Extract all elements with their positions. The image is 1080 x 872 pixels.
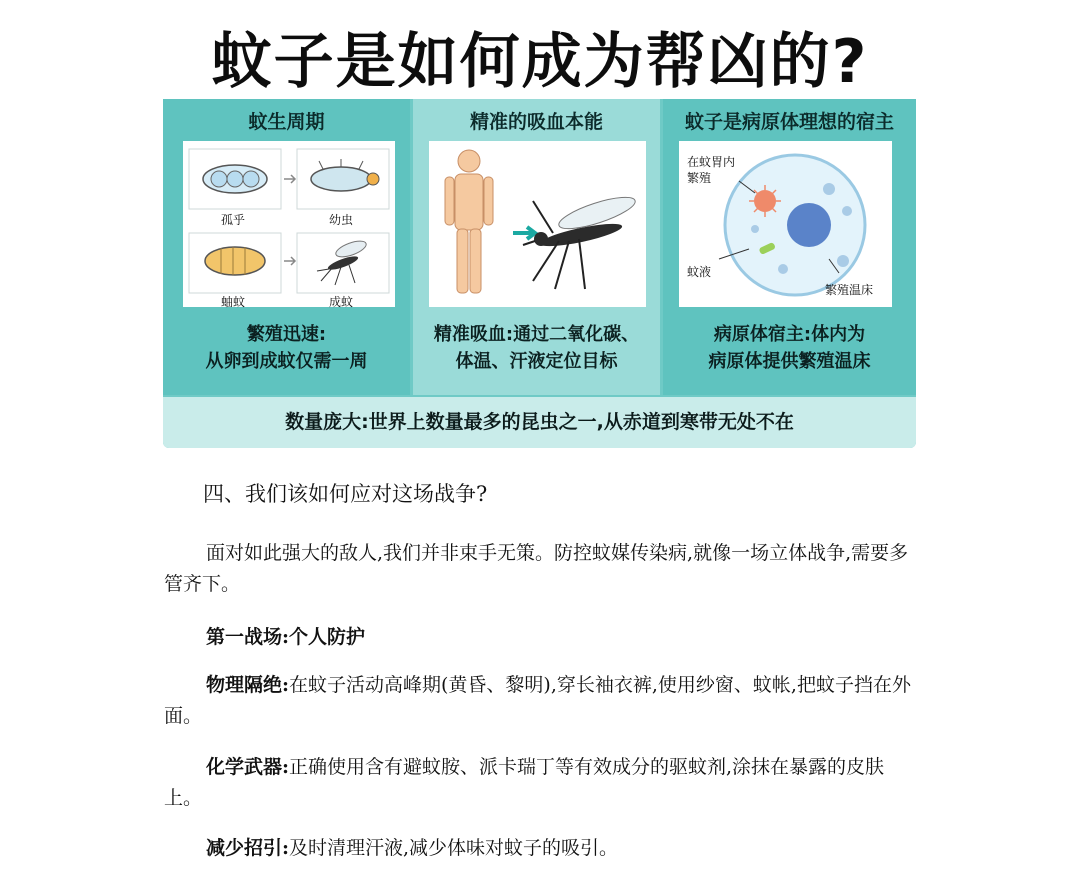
caption-larva: 幼虫 bbox=[329, 213, 354, 227]
panel-blood-feeding bbox=[413, 99, 660, 395]
panel-title: 蚊子是病原体理想的宿主 bbox=[684, 111, 894, 133]
arrow-right-icon bbox=[284, 175, 295, 183]
pathogen-host-illustration bbox=[679, 141, 892, 307]
intro-paragraph: 面对如此强大的敌人,我们并非束手无策。防控蚊媒传染病,就像一场立体战争,需要多管齐下。 bbox=[164, 542, 909, 595]
caption-adult: 成蚊 bbox=[329, 295, 354, 309]
life-cycle-illustration bbox=[183, 141, 395, 307]
caption-saliva: 蚊液 bbox=[687, 265, 712, 279]
caption-in-stomach: 在蚊胃内 bbox=[687, 155, 736, 169]
life-cycle-diagram bbox=[183, 141, 395, 307]
panel-description: 繁殖迅速: 从卵到成蚊仅需一周 bbox=[205, 324, 368, 372]
caption-pupa: 蚰蚊 bbox=[221, 295, 246, 309]
infographic-summary-bar: 数量庞大:世界上数量最多的昆虫之一,从赤道到寒带无处不在 bbox=[163, 397, 916, 448]
human-figure-icon bbox=[445, 150, 493, 293]
infographic bbox=[163, 99, 916, 448]
pupa-icon bbox=[205, 247, 265, 275]
caption-reproduce: 繁殖 bbox=[687, 171, 712, 185]
first-front-heading: 第一战场:个人防护 bbox=[206, 626, 366, 648]
panel-description: 精准吸血:通过二氧化碳、 体温、汗液定位目标 bbox=[433, 324, 640, 372]
larva-icon bbox=[311, 167, 371, 191]
measure-reduce-attraction: 减少招引:及时清理汗液,减少体味对蚊子的吸引。 bbox=[206, 837, 619, 859]
panel-pathogen-host bbox=[663, 99, 916, 395]
measure-physical: 物理隔绝:在蚊子活动高峰期(黄昏、黎明),穿长袖衣裤,使用纱窗、蚊帐,把蚊子挡在外面。 bbox=[164, 674, 911, 727]
panel-title: 精准的吸血本能 bbox=[469, 111, 603, 133]
arrow-right-icon bbox=[513, 227, 535, 239]
panel-description: 病原体宿主:体内为 病原体提供繁殖温床 bbox=[708, 324, 871, 372]
arrow-right-icon bbox=[284, 257, 295, 265]
panel-title: 蚊生周期 bbox=[248, 111, 325, 133]
mosquito-icon bbox=[523, 191, 638, 289]
measure-chemical: 化学武器:正确使用含有避蚊胺、派卡瑞丁等有效成分的驱蚊剂,涂抹在暴露的皮肤上。 bbox=[164, 756, 885, 809]
blood-feeding-illustration bbox=[429, 141, 646, 307]
human-mosquito-diagram bbox=[429, 141, 646, 307]
caption-egg: 孤乎 bbox=[221, 213, 246, 227]
caption-breeding-bed: 繁殖温床 bbox=[825, 283, 874, 297]
panel-life-cycle bbox=[163, 99, 410, 395]
page-title: 蚊子是如何成为帮凶的? bbox=[211, 27, 869, 97]
nucleus-icon bbox=[787, 203, 831, 247]
section-heading: 四、我们该如何应对这场战争? bbox=[203, 482, 488, 506]
